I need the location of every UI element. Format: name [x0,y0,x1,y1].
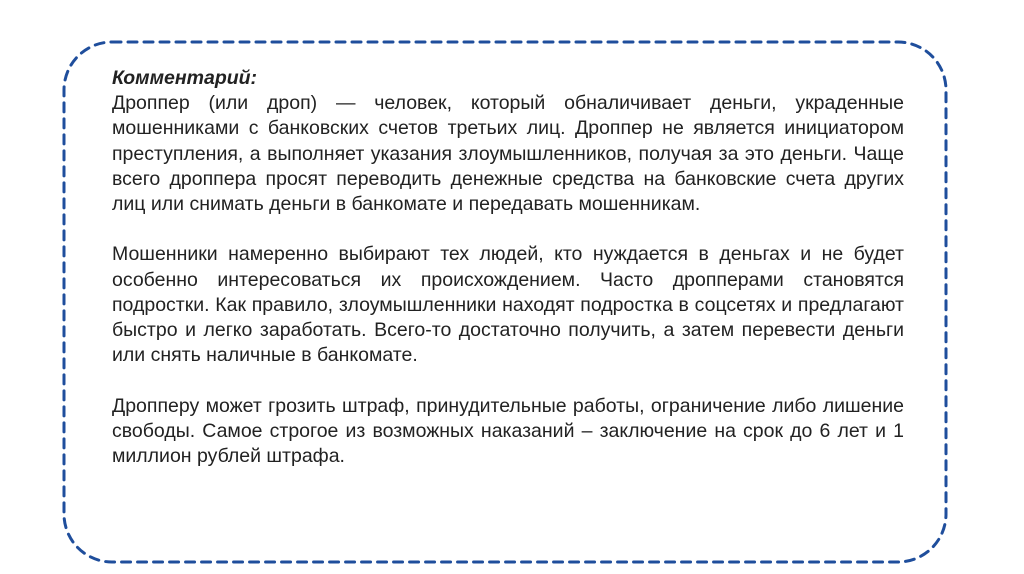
comment-heading: Комментарий: [112,67,258,89]
comment-paragraph-2: Мошенники намеренно выбирают тех людей, кто нуждается в деньгах и не будет особенно интересоваться их происхождением. Часто дропперами становятся подростки. Как правило, злоумышленники находят подростка в соцсетях и предлагают быстро и легко заработать. Всего-то достаточно получить, а затем перевести деньги или снять наличные в банкомате. [112,243,904,367]
comment-block [112,66,904,469]
comment-paragraph-3: Дропперу может грозить штраф, принудительные работы, ограничение либо лишение свободы. Самое строгое из возможных наказаний – заключение на срок до 6 лет и 1 миллион рублей штрафа. [112,394,904,468]
comment-paragraph-1: Дроппер (или дроп) — человек, который обналичивает деньги, украденные мошенниками с банковских счетов третьих лиц. Дроппер не является инициатором преступления, а выполняет указания злоумышленников, получая за это деньги. Чаще всего дроппера просят переводить денежные средства на банковские счета других лиц или снимать деньги в банкомате и передавать мошенникам. [112,92,904,216]
